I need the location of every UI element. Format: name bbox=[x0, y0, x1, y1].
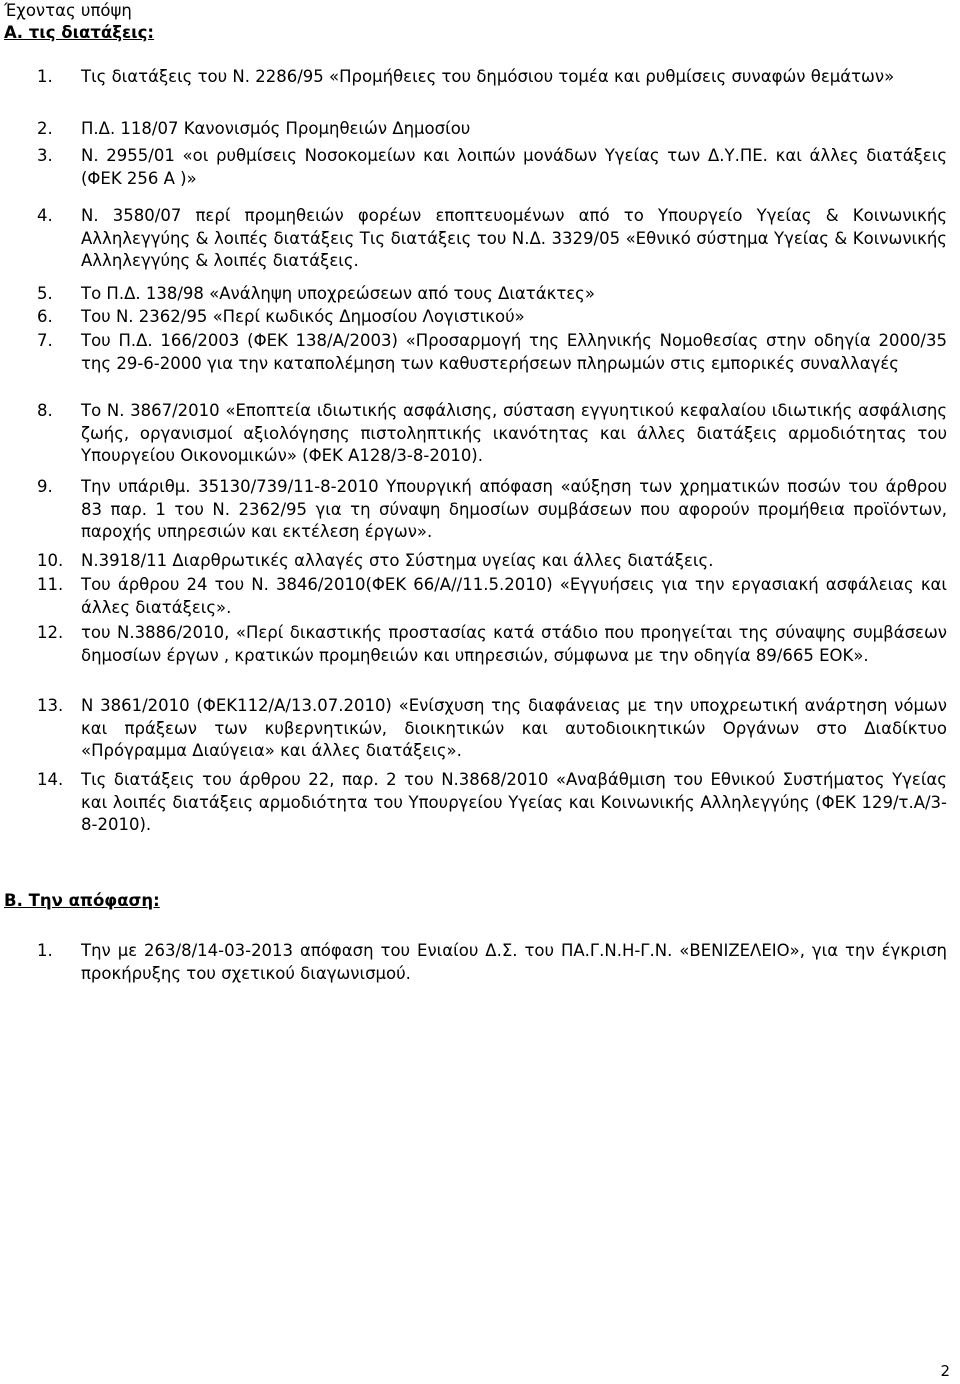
item-number: 6. bbox=[37, 307, 53, 326]
item-number: 8. bbox=[37, 401, 53, 420]
item-number: 4. bbox=[37, 206, 53, 225]
item-text: Τις διατάξεις του άρθρου 22, παρ. 2 του Ν.3868/2010 «Αναβάθμιση του Εθνικού Συστήματος Υγείας και λοιπές διατάξεις αρμοδιότητα του Υπουργείου Υγείας και Κοινωνικής Αλληλεγγύης (ΦΕΚ 129/τ.Α/3-8-2010). bbox=[81, 770, 947, 835]
item-text: Του άρθρου 24 του Ν. 3846/2010(ΦΕΚ 66/Α//11.5.2010) «Εγγυήσεις για την εργασιακή ασφάλειας και άλλες διατάξεις». bbox=[81, 575, 947, 617]
item-number: 7. bbox=[37, 331, 53, 350]
item-number: 1. bbox=[37, 67, 53, 86]
item-number: 11. bbox=[37, 575, 64, 594]
item-number: 13. bbox=[37, 696, 64, 715]
item-text: Το Ν. 3867/2010 «Εποπτεία ιδιωτικής ασφάλισης, σύσταση εγγυητικού κεφαλαίου ιδιωτικής ασφάλισης ζωής, οργανισμοί αξιολόγησης πιστοληπτικής ικανότητας και άλλες διατάξεις αρμοδιότητας του Υπουργείου Οικονομικών» (ΦΕΚ Α128/3-8-2010). bbox=[81, 401, 947, 466]
item-text: Την υπάριθμ. 35130/739/11-8-2010 Υπουργική απόφαση «αύξηση των χρηματικών ποσών του άρθρου 83 παρ. 1 του Ν. 2362/95 για τη σύναψη δημοσίων συμβάσεων που αφορούν προμήθεια προϊόντων, παροχής υπηρεσιών και εκτέλεση έργων». bbox=[81, 477, 947, 542]
section-a-heading: Α. τις διατάξεις: bbox=[4, 23, 154, 42]
item-text: Ν 3861/2010 (ΦΕΚ112/Α/13.07.2010) «Ενίσχυση της διαφάνειας με την υποχρεωτική ανάρτηση νόμων και πράξεων των κυβερνητικών, διοικητικών και αυτοδιοικητικών Οργάνων στο Διαδίκτυο «Πρόγραμμα Διαύγεια» και άλλες διατάξεις». bbox=[81, 696, 947, 761]
item-text: Ν. 2955/01 «οι ρυθμίσεις Νοσοκομείων και λοιπών μονάδων Υγείας των Δ.Υ.ΠΕ. και άλλες διατάξεις (ΦΕΚ 256 Α )» bbox=[81, 146, 947, 188]
item-number: 3. bbox=[37, 146, 53, 165]
item-number: 1. bbox=[37, 941, 53, 960]
item-text: Ν.3918/11 Διαρθρωτικές αλλαγές στο Σύστημα υγείας και άλλες διατάξεις. bbox=[81, 551, 714, 570]
item-number: 2. bbox=[37, 119, 53, 138]
intro-text: Έχοντας υπόψη bbox=[4, 1, 132, 20]
item-text: Την με 263/8/14-03-2013 απόφαση του Ενιαίου Δ.Σ. του ΠΑ.Γ.Ν.Η-Γ.Ν. «ΒΕΝΙΖΕΛΕΙΟ», για την έγκριση προκήρυξης του σχετικού διαγωνισμού. bbox=[81, 941, 947, 983]
item-text: Του Π.Δ. 166/2003 (ΦΕΚ 138/Α/2003) «Προσαρμογή της Ελληνικής Νομοθεσίας στην οδηγία 2000/35 της 29-6-2000 για την καταπολέμηση των καθυστερήσεων πληρωμών στις εμπορικές συναλλαγές bbox=[81, 331, 947, 373]
item-text: Π.Δ. 118/07 Κανονισμός Προμηθειών Δημοσίου bbox=[81, 119, 471, 138]
item-number: 10. bbox=[37, 551, 64, 570]
section-b-heading: Β. Την απόφαση: bbox=[4, 891, 160, 910]
item-number: 5. bbox=[37, 284, 53, 303]
item-text: Ν. 3580/07 περί προμηθειών φορέων εποπτευομένων από το Υπουργείο Υγείας & Κοινωνικής Αλληλεγγύης & λοιπές διατάξεις Τις διατάξεις του Ν.Δ. 3329/05 «Εθνικό σύστημα Υγείας & Κοινωνικής Αλληλεγγύης & λοιπές διατάξεις. bbox=[81, 206, 947, 271]
page-number: 2 bbox=[940, 1362, 950, 1380]
item-text: Το Π.Δ. 138/98 «Ανάληψη υποχρεώσεων από τους Διατάκτες» bbox=[81, 284, 595, 303]
item-text: του Ν.3886/2010, «Περί δικαστικής προστασίας κατά στάδιο που προηγείται της σύναψης συμβάσεων δημοσίων έργων , κρατικών προμηθειών και υπηρεσιών, σύμφωνα με την οδηγία 89/665 ΕΟΚ». bbox=[81, 623, 947, 665]
item-number: 9. bbox=[37, 477, 53, 496]
item-number: 12. bbox=[37, 623, 64, 642]
item-number: 14. bbox=[37, 770, 64, 789]
item-text: Του Ν. 2362/95 «Περί κωδικός Δημοσίου Λογιστικού» bbox=[81, 307, 525, 326]
item-text: Τις διατάξεις του Ν. 2286/95 «Προμήθειες του δημόσιου τομέα και ρυθμίσεις συναφών θεμάτων» bbox=[81, 67, 895, 86]
